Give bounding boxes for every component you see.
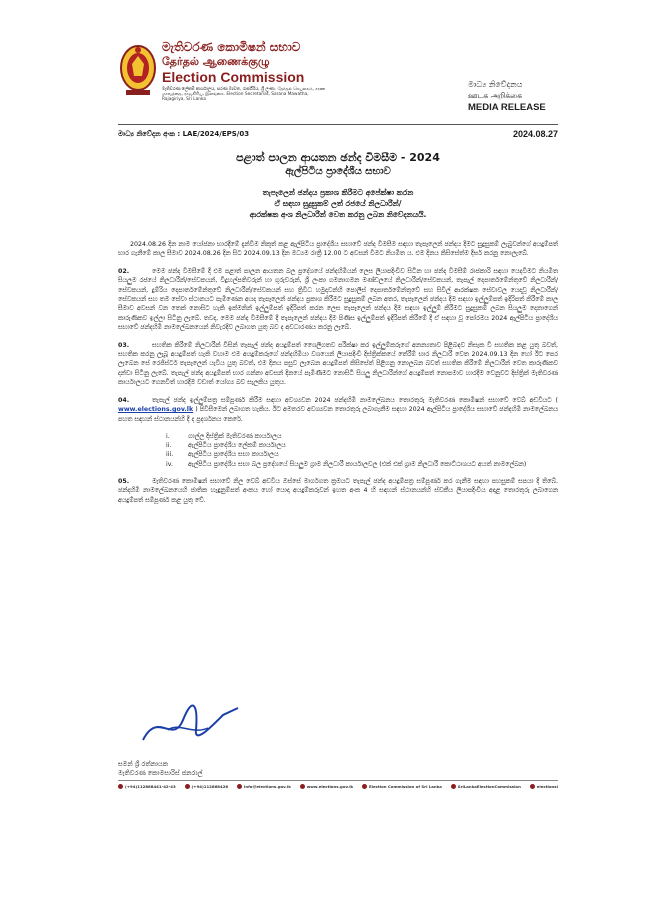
media-release-label: [468, 80, 558, 113]
signature: [118, 700, 318, 760]
fax-icon: [185, 784, 190, 789]
subtitle-line-1: තැපෑලෙන් ඡන්දය ප්‍රකාශ කිරීමට අපේක්ෂා කරන: [262, 188, 414, 197]
list-item: [166, 460, 558, 469]
instagram-icon: [530, 784, 535, 789]
document-titles: [118, 150, 558, 220]
org-name-sinhala: මැතිවරණ කොමිෂන් සභාව: [162, 40, 301, 54]
facebook-icon: [362, 784, 367, 789]
media-release-sinhala: මාධ්‍ය නිවේදනය: [468, 80, 523, 89]
signatory-name: සමන් ශ්‍රී රත්නායක: [118, 760, 168, 768]
footer-facebook-text: Election Commission of Sri Lanka: [369, 784, 442, 789]
paragraph-intro: 2024.08.26 දින නාම යෝජනා භාරදීමේ දැන්වීම නිකුත් කළ ඇල්පිටිය ප්‍රාදේශීය සභාවේ ඡන්ද විමසීම සඳහා තැපෑලෙන් ඡන්දය දීමට සුදුසුකම් ලැබුවන්ගේ අයදුම්පත් භාර ගැනීමේ කාල සීමාව 2024.08.26 දින සිට 2024.09.13 දින මධ්‍යම රාත්‍රී 12.00 ට අවසන් වීමට නියමිත ය. එම දිනය කිසිසේත්ම දීර්ඝ කරනු නොලැබේ.: [118, 241, 558, 258]
footer-website-text: www.elections.gov.lk: [306, 784, 354, 789]
paragraph-number: 05.: [118, 477, 130, 485]
title-election: පළාත් පාලන ආයතන ඡන්ද විමසීම - 2024: [236, 151, 440, 164]
list-item-number: i.: [166, 432, 170, 440]
paragraph-02: [118, 267, 558, 333]
paragraph-04: [118, 396, 558, 424]
list-item-text: ගාල්ල දිස්ත්‍රික් මැතිවරණ කාර්යාලය: [188, 432, 282, 440]
paragraph-text-post: ) පිවිසීමෙන් ලබාගත හැකිය. ඊට අමතරව අවශ්‍යවන තොරතුරු ලබාගැනීම සඳහා 2024 ඇල්පිටිය ප්‍රාදේශීය සභාවේ ඡන්දහිමි නාමලේඛනය පහත සඳහන් ස්ථානයන්හි දී ද ප්‍රදර්ශනය කෙරේ.: [118, 406, 558, 423]
footer-facebook[interactable]: [362, 784, 442, 789]
paragraph-number: 02.: [118, 267, 130, 275]
list-item-text: ඇල්පිටිය ප්‍රාදේශීය සභා බල ප්‍රදේශයේ සියලුම ග්‍රාම නිලධාරී කාර්යාලවල (එක් එක් ග්‍රාම නිලධාරී කොට්ඨාශයට අයත් නාමලේඛන): [188, 460, 527, 468]
header-divider: [118, 124, 558, 125]
footer-fax: [185, 784, 229, 789]
list-item-text: ඇල්පිටිය ප්‍රාදේශීය ලේකම් කාර්යාලය: [188, 442, 286, 450]
media-release-tamil: ஊடக அறிக்கை: [468, 91, 523, 100]
footer-instagram-text: electionsl: [536, 784, 558, 789]
footer-instagram[interactable]: [530, 784, 558, 789]
subtitle-line-2: ඒ සඳහා සුදුසුකම් ලත් රජයේ නිලධාරීන්/: [274, 199, 402, 208]
paragraph-05: [118, 477, 558, 505]
signatory-title: මැතිවරණ කොමසාරිස් ජනරාල්: [118, 769, 203, 777]
footer-twitter-text: SriLankaElectionCommission: [457, 784, 521, 789]
title-council: ඇල්පිටිය ප්‍රාදේශීය සභාව: [285, 166, 391, 177]
footer-phone-text: (+94)112868441-42-43: [125, 784, 176, 789]
paragraph-text-pre: තැපැල් ඡන්ද ඉල්ලුම්පත්‍ර සම්පූර්ණ කිරීම සඳහා අවශ්‍යවන 2024 ඡන්දහිමි නාමලේඛනය තොරතුරු මැතිවරණ කොමිෂන් සභාවේ වෙබ් අඩවියට (: [152, 396, 558, 404]
paragraph-text: සහතික කිරීමේ නිලධාරීන් විසින් තැපැල් ඡන්ද අයදුම්පත් ශෛලිගතව පරීක්ෂා කර ඉල්ලුම්කරුගේ අනන්‍යතාව පිළිබඳව නිසැක වී සහතික කළ යුතු බවත්, සහතික කරනු ලැබූ අයදුම්පත් හැකි වහාම එම අයදුම්කරුගේ ඡන්දහිමියා වශයෙන් ලියාපදිංචි දිස්ත්‍රික්කයේ තේරීම් භාර නිලධාරී වෙත 2024.09.13 දින හෝ ඊට පෙර ලැබෙන සේ රෙජිස්ටර් තැපෑලෙන් යැවිය යුතු බවත්, එම දිනය පසුව ලැබෙන අයදුම්පත් කිසිසේත් පිළිගනු නොලබන බවත් සහතික කිරීමේ නිලධාරීන් වෙත කාරුණිකව දන්වා සිටිනු ලැබේ. තැපැල් ඡන්ද අයදුම්පත් භාර ගන්නා අවසන් දිනයේ පැමිණීමට නොසිටි සියලු නිලධාරීන්ගේ අයදුම්පත් නොපමාව හාරදීම වෙනුවට දිස්ත්‍රික් මැතිවරණ කාර්යාලයට ගෙනවිත් හාරදීම වඩාත් යෝග්‍ය බව සැලකිය යුතුය.: [118, 341, 558, 387]
paragraph-number: 04.: [118, 396, 130, 404]
footer-website[interactable]: [300, 784, 353, 789]
footer-contacts: [118, 780, 558, 789]
letterhead: [118, 40, 558, 120]
paragraph-text: මෙම ඡන්ද විමසීමේ දී එම පළාත් පාලන ආයතන බල ප්‍රදේශයේ ඡන්දහිමියන් ලෙස ලියාපදිංචිව සිටින හා ඡන්ද විමසීම් රාජකාරි සඳහා යෙදවීමට නියමිත සියලුම රජයේ නිලධාරීන්/සේවකයන්, විදුහල්පතිවරුන් හා ගුරුවරුන්, ශ්‍රී ලංකා ගමනාගමන මණ්ඩලයේ නිලධාරීන්/සේවකයන්, තැපැල් දෙපාර්තමේන්තුවේ නිලධාරීන්/සේවකයන්, දුම්රිය දෙපාර්තමේන්තුවේ නිලධාරීන්/සේවකයන් සහ ත්‍රිවිධ හමුදාවන්හි පොලිස් දෙපාර්තමේන්තුවේ සහ සිවිල් ආරක්ෂක සේවාවල යෙදවූ නිලධාරීන්/සේවකයන් සහ තම සේවා ස්ථානයට පැමිණෙන අයද තැපෑලෙන් ඡන්දය ප්‍රකාශ කිරීමට සුදුසුකම් ලබන අතර, තැපෑලෙන් ඡන්දය දීම සඳහා ඉල්ලුම්පත් ඉදිරිපත් කිරීමේ කාල සීමාව අවසන් වන තෙක් නොසිට හැකි ඉක්මනින් ඉල්ලුම්පත් ඉදිරිපත් කරන ලෙස තැපෑලෙන් ඡන්දය දීම සඳහා ඉල්ලුම් කිරීමට සුදුසුකම් ලබන සියලුම දෙනාගෙන් කාරුණිකව ඉල්ලා සිටිනු ලැබේ. තවද, මෙම ඡන්ද විමසීමේ දී තැපැලෙන් ඡන්දය දීම පිණිස ඉල්ලුම්පත් ඉදිරිපත් කිරීමේ දී ඒ සඳහා වූ පෝරමය 2024 ඇල්පිටිය ප්‍රාදේශීය සභාවේ ඡන්දහිමි නාමලේඛනයෙන් නිවැරදිව ලබාගත යුතු බව ද අවධාරණය කරනු ලැබේ.: [118, 267, 558, 332]
document-body: [118, 240, 558, 513]
signature-icon: [138, 700, 248, 750]
footer-email-text: info@elections.gov.lk: [244, 784, 291, 789]
footer-twitter[interactable]: [451, 784, 521, 789]
list-item-number: iii.: [166, 451, 174, 459]
website-link[interactable]: www.elections.gov.lk: [118, 406, 194, 414]
org-address: මැතිවරණ ලේකම් කාර්යාලය, සරණ මාවත, රාජගිරිය, ශ්‍රී ලංකා. தேர்தல் செயலகம், சரண மாவத்தை, ராஜகிரிய, இலங்கை. Election Secretariat, Sarana Mawatha, Rajagiriya, Sri Lanka: [162, 87, 326, 103]
reference-number: මාධ්‍ය නිවේදන අංක : LAE/2024/EPS/03: [118, 130, 250, 138]
footer-email[interactable]: [237, 784, 291, 789]
list-item: [166, 450, 558, 459]
phone-icon: [118, 784, 123, 789]
signatory-block: [118, 760, 202, 778]
display-locations-list: [118, 432, 558, 469]
national-emblem-icon: [118, 42, 158, 104]
list-item-number: ii.: [166, 442, 172, 450]
list-item-number: iv.: [166, 460, 173, 468]
list-item-text: ඇල්පිටිය ප්‍රාදේශීය සභා කාර්යාලය: [188, 451, 279, 459]
paragraph-text: [118, 396, 558, 424]
subtitle-line-3: ආරක්ෂක අංශ නිලධාරීන් වෙත කරනු ලබන නිවේදනයයි.: [249, 210, 427, 219]
paragraph-number: 03.: [118, 341, 130, 349]
paragraph-text: මැතිවරණ කොමිෂන් සභාවේ නිල වෙබ් අඩවිය ඔස්සේ මාර්ගගත ක්‍රමයට තැපැල් ඡන්ද අයදුම්පත්‍ර සම්පූර්ණ කර ගැනීම සඳහා පහසුකම් සපයා දී තිබේ. ඡන්දහිමි නාමලේඛනයෙහි ජාතික හැඳුනුම්පත් අංකය හෝ යොදා අයදුම්කරුවන් ඉහත අංක 4 හි සඳහන් ස්ථානයන්හි ස්වකීය ලියාපදිංචිය අදාළ තොරතුරු ලබාගෙන අයදුම්පත් සම්පූර්ණ කළ යුතු වේ.: [118, 477, 558, 504]
email-icon: [237, 784, 242, 789]
org-name-english: Election Commission: [162, 69, 305, 85]
globe-icon: [300, 784, 305, 789]
release-date: 2024.08.27: [512, 129, 558, 139]
twitter-icon: [451, 784, 456, 789]
list-item: [166, 432, 558, 441]
footer-phone: [118, 784, 176, 789]
subtitle-notice: [118, 187, 558, 220]
list-item: [166, 441, 558, 450]
media-release-english: MEDIA RELEASE: [468, 102, 546, 113]
footer-fax-text: (+94)112868426: [191, 784, 229, 789]
org-name-tamil: தேர்தல் ஆணைக்குழு: [162, 55, 270, 68]
paragraph-03: [118, 341, 558, 388]
